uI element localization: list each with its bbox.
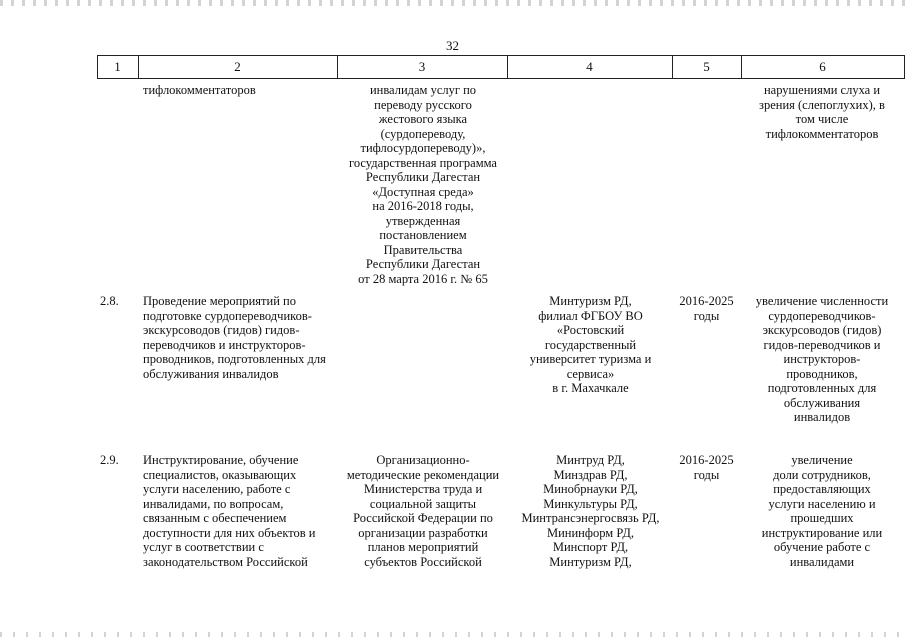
text-line: законодательством Российской — [143, 554, 308, 569]
continuation-col6 — [742, 83, 902, 141]
text-line: утвержденная — [385, 213, 461, 228]
text-line: подготовке сурдопереводчиков- — [143, 308, 312, 323]
text-line: проводников, — [786, 366, 858, 381]
continuation-col3 — [340, 83, 506, 286]
text-line: постановлением — [379, 228, 467, 242]
text-line: Правительства — [383, 242, 463, 257]
text-line: годы — [693, 308, 720, 323]
text-line: жестового языка — [378, 112, 468, 126]
column-number: 2 — [234, 59, 241, 74]
text-line: доли сотрудников, — [773, 467, 871, 482]
text-line: Мининформ РД, — [547, 525, 634, 540]
text-line: инвалидами — [789, 554, 855, 569]
text-line: «Доступная среда» — [372, 184, 474, 199]
text-line: филиал ФГБОУ ВО — [538, 308, 643, 323]
text-line: «Ростовский — [556, 323, 625, 337]
implementation-period — [673, 294, 740, 323]
text-line: Минтуризм РД, — [549, 294, 632, 308]
page-number: 32 — [446, 38, 459, 53]
text-line: инвалидов — [793, 410, 851, 424]
column-number: 3 — [418, 59, 426, 74]
text-line: Республики Дагестан — [365, 257, 481, 271]
text-line: организации разработки — [358, 525, 488, 540]
text-line: сурдопереводчиков- — [768, 308, 876, 323]
text-line: тифлокомментаторов — [765, 126, 879, 141]
legal-basis — [340, 453, 506, 569]
text-line: годы — [693, 467, 720, 482]
text-line: в г. Махачкале — [552, 381, 629, 395]
text-line: Министерства труда и — [363, 482, 483, 496]
text-line: государственная программа — [349, 155, 497, 170]
text-line: Минздрав РД, — [553, 467, 628, 482]
text-line: субъектов Российской — [364, 554, 482, 569]
scan-noise-bottom — [0, 632, 905, 637]
text-line: переводчиков и инструкторов- — [143, 337, 306, 352]
text-line: Минтуризм РД, — [549, 554, 632, 569]
text-line: на 2016-2018 годы, — [372, 199, 474, 213]
responsible-executors — [509, 294, 672, 396]
text-line: обучение работе с — [773, 540, 871, 554]
text-line: зрения (слепоглухих), в — [759, 97, 885, 112]
text-line: планов мероприятий — [367, 540, 479, 554]
text-line: Республики Дагестан — [365, 170, 481, 184]
text-line: том числе — [795, 112, 849, 126]
text-line: Инструктирование, обучение — [143, 453, 299, 467]
text-line: экскурсоводов (гидов) гидов- — [143, 323, 300, 337]
implementation-period — [673, 453, 740, 482]
text-line: Проведение мероприятий по — [143, 294, 296, 308]
text-line: подготовленных для — [767, 381, 877, 395]
text-line: гидов-переводчиков и — [763, 337, 881, 352]
text-line: предоставляющих — [773, 482, 871, 496]
row-number: 2.9. — [100, 453, 119, 467]
text-line: 2016-2025 — [679, 453, 734, 467]
text-line: социальной защиты — [369, 496, 477, 511]
text-line: увеличение — [791, 453, 853, 467]
text-line: нарушениями слуха и — [763, 83, 881, 97]
text-line: увеличение численности — [755, 294, 889, 308]
text-line: экскурсоводов (гидов) — [762, 323, 882, 337]
text-line: Минтрансэнергосвязь РД, — [521, 511, 660, 525]
text-line: услуги населению, работе с — [143, 482, 291, 496]
measure-title — [143, 453, 316, 569]
text-line: Минобрнауки РД, — [543, 482, 638, 496]
text-line: методические рекомендации — [346, 467, 500, 482]
text-line: доступности для них объектов и — [143, 525, 316, 540]
text-line: проводников, подготовленных для — [143, 352, 326, 366]
column-number: 4 — [586, 59, 593, 74]
responsible-executors — [509, 453, 672, 569]
text-line: инструктирование или — [761, 525, 883, 540]
scan-noise-top — [0, 0, 905, 6]
text-line: переводу русского — [374, 97, 472, 112]
text-line: от 28 марта 2016 г. № 65 — [358, 271, 488, 286]
text-line: услуг в соответствии с — [143, 540, 264, 554]
column-number: 1 — [114, 59, 121, 74]
continuation-col2 — [143, 83, 256, 98]
text-line: связанным с обеспечением — [143, 511, 287, 525]
text-line: сервиса» — [566, 366, 615, 381]
column-number: 6 — [819, 59, 826, 74]
text-line: обслуживания инвалидов — [143, 366, 279, 381]
text-line: Организационно- — [376, 453, 470, 467]
text-line: прошедших — [790, 511, 854, 525]
text-line: услуги населению и — [768, 496, 876, 511]
expected-result — [742, 294, 902, 425]
text-line: инвалидами, по вопросам, — [143, 496, 284, 511]
text-line: Минкультуры РД, — [543, 496, 638, 511]
text-line: специалистов, оказывающих — [143, 467, 297, 482]
text-line: Минспорт РД, — [552, 540, 629, 554]
text-line: обслуживания — [783, 395, 861, 410]
text-line: инструкторов- — [783, 352, 861, 366]
text-line: Российской Федерации по — [353, 511, 493, 525]
text-line: университет туризма и — [529, 352, 652, 366]
text-line: (сурдопереводу, — [380, 126, 466, 141]
text-line: государственный — [544, 337, 637, 352]
text-line: тифлосурдопереводу)», — [360, 141, 486, 155]
column-number: 5 — [703, 59, 710, 74]
expected-result — [742, 453, 902, 569]
text-line: инвалидам услуг по — [369, 83, 477, 97]
text-line: 2016-2025 — [679, 294, 734, 308]
measure-title — [143, 294, 326, 381]
text-line: тифлокомментаторов — [143, 83, 256, 97]
row-number: 2.8. — [100, 294, 119, 308]
text-line: Минтруд РД, — [556, 453, 625, 467]
